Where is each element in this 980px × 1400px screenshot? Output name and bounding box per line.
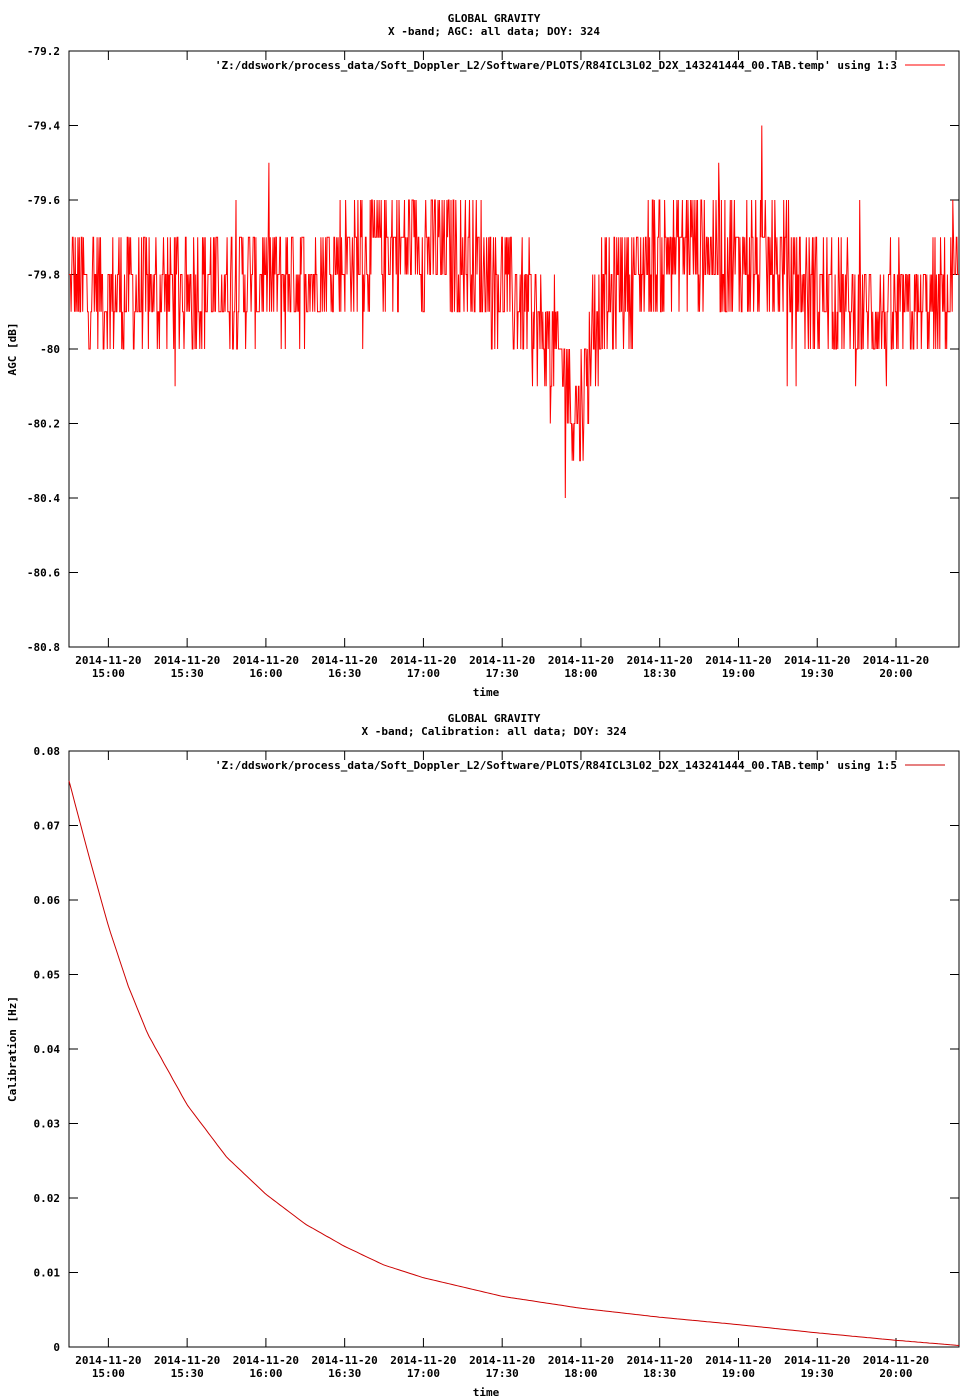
x-tick-label-date: 2014-11-20 [232, 654, 300, 667]
x-tick-label-date: 2014-11-20 [705, 1354, 772, 1367]
y-tick-label: -79.4 [26, 119, 60, 133]
x-tick-label-time: 16:30 [328, 667, 362, 680]
x-tick-label-date: 2014-11-20 [232, 1354, 300, 1367]
x-tick-label-time: 20:00 [879, 667, 913, 680]
y-tick-label: 0.03 [33, 1117, 60, 1131]
x-tick-label-date: 2014-11-20 [626, 654, 693, 667]
y-tick-label: -80.6 [26, 566, 60, 580]
x-tick-label-time: 17:00 [406, 1367, 440, 1380]
x-tick-label-time: 19:30 [800, 667, 834, 680]
y-axis-label: AGC [dB] [6, 322, 19, 376]
chart-subtitle: X -band; Calibration: all data; DOY: 324 [361, 725, 627, 738]
x-tick-label-date: 2014-11-20 [154, 654, 221, 667]
x-tick-label-date: 2014-11-20 [862, 1354, 930, 1367]
x-tick-label-date: 2014-11-20 [469, 654, 536, 667]
chart-title: GLOBAL GRAVITY [447, 12, 541, 25]
chart-subtitle: X -band; AGC: all data; DOY: 324 [388, 25, 600, 38]
x-tick-label-time: 15:00 [91, 1367, 125, 1380]
x-axis-label: time [472, 686, 500, 699]
x-tick-label-time: 17:00 [406, 667, 440, 680]
y-tick-label: 0.01 [33, 1266, 60, 1280]
y-tick-label: -79.2 [26, 45, 60, 58]
x-tick-label-time: 18:00 [564, 667, 598, 680]
chart-1 [6, 12, 959, 699]
x-tick-label-date: 2014-11-20 [547, 1354, 615, 1367]
x-tick-label-date: 2014-11-20 [469, 1354, 536, 1367]
x-tick-label-date: 2014-11-20 [154, 1354, 221, 1367]
y-tick-label: 0.07 [33, 819, 60, 833]
x-tick-label-time: 18:30 [643, 1367, 677, 1380]
y-tick-label: 0.06 [33, 894, 60, 907]
x-axis-label: time [472, 1386, 500, 1399]
x-tick-label-date: 2014-11-20 [75, 1354, 142, 1367]
x-tick-label-date: 2014-11-20 [784, 1354, 851, 1367]
x-tick-label-date: 2014-11-20 [390, 654, 457, 667]
y-tick-label: 0.04 [33, 1043, 60, 1056]
y-tick-label: -79.8 [26, 268, 60, 282]
chart-title: GLOBAL GRAVITY [447, 712, 541, 725]
x-tick-label-date: 2014-11-20 [547, 654, 615, 667]
plot-frame [69, 751, 959, 1347]
y-tick-label: -79.6 [26, 194, 60, 207]
x-tick-label-date: 2014-11-20 [784, 654, 851, 667]
series-line-calibration [69, 781, 959, 1346]
series-line-agc [69, 126, 959, 499]
y-tick-label: 0.02 [33, 1192, 60, 1205]
legend-label: 'Z:/ddswork/process_data/Soft_Doppler_L2/Software/PLOTS/R84ICL3L02_D2X_143241444_00.TAB.temp' using 1:3 [214, 59, 897, 72]
x-tick-label-date: 2014-11-20 [862, 654, 930, 667]
x-tick-label-time: 15:00 [91, 667, 125, 680]
y-tick-label: 0 [53, 1341, 60, 1354]
y-tick-label: -80.2 [26, 417, 60, 431]
x-tick-label-time: 16:00 [249, 1367, 283, 1380]
x-tick-label-time: 16:30 [328, 1367, 362, 1380]
x-tick-label-time: 19:00 [721, 667, 756, 680]
y-tick-label: 0.05 [33, 968, 60, 982]
y-tick-label: -80.4 [26, 492, 60, 505]
x-tick-label-date: 2014-11-20 [311, 1354, 378, 1367]
x-tick-label-time: 15:30 [170, 667, 204, 680]
x-tick-label-date: 2014-11-20 [75, 654, 142, 667]
x-tick-label-time: 18:30 [643, 667, 677, 680]
y-tick-label: -80 [40, 343, 60, 356]
chart-2 [6, 712, 959, 1399]
x-tick-label-date: 2014-11-20 [390, 1354, 457, 1367]
legend-label: 'Z:/ddswork/process_data/Soft_Doppler_L2/Software/PLOTS/R84ICL3L02_D2X_143241444_00.TAB.temp' using 1:5 [214, 759, 897, 772]
x-tick-label-time: 18:00 [564, 1367, 598, 1380]
x-tick-label-time: 20:00 [879, 1367, 913, 1380]
y-axis-label: Calibration [Hz] [6, 996, 19, 1102]
x-tick-label-time: 19:30 [800, 1367, 834, 1380]
x-tick-label-date: 2014-11-20 [626, 1354, 693, 1367]
x-tick-label-time: 17:30 [485, 667, 519, 680]
x-tick-label-time: 19:00 [721, 1367, 756, 1380]
x-tick-label-time: 15:30 [170, 1367, 204, 1380]
x-tick-label-date: 2014-11-20 [705, 654, 772, 667]
y-tick-label: 0.08 [33, 745, 60, 758]
x-tick-label-time: 16:00 [249, 667, 283, 680]
x-tick-label-time: 17:30 [485, 1367, 519, 1380]
y-tick-label: -80.8 [26, 641, 60, 654]
x-tick-label-date: 2014-11-20 [311, 654, 378, 667]
